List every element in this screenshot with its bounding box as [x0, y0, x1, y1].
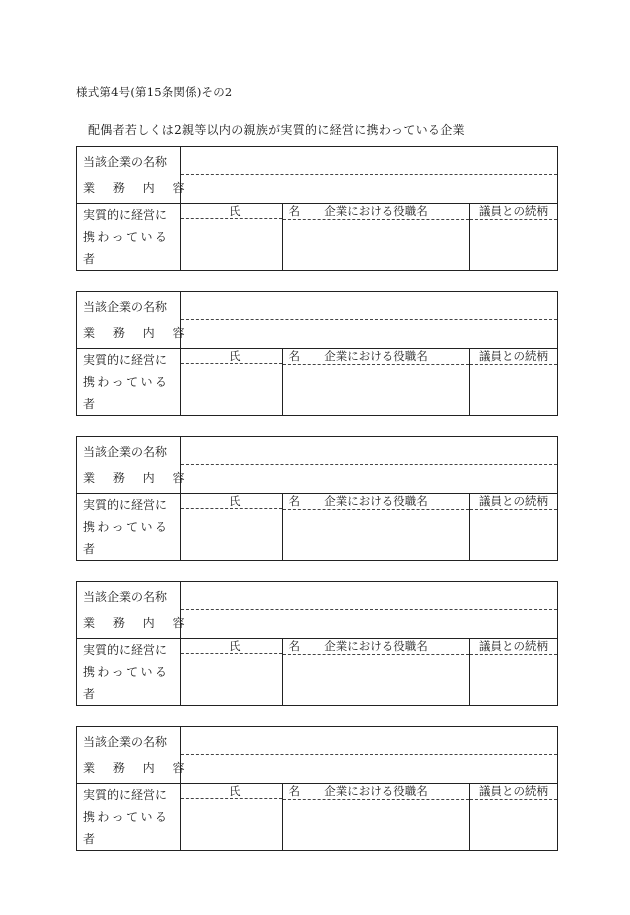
- company-name-label: 当該企業の名称: [83, 300, 168, 314]
- company-block: [76, 291, 558, 416]
- managing-persons-label: [77, 784, 181, 851]
- business-label: 業 務 内 容: [83, 181, 192, 195]
- position-cell[interactable]: [283, 494, 470, 561]
- managing-label-line2: 携わっている者: [83, 520, 170, 556]
- managing-persons-label: [77, 494, 181, 561]
- name-cell[interactable]: [181, 639, 348, 706]
- relation-column-header: 議員との続柄: [470, 784, 557, 800]
- business-label: 業 務 内 容: [83, 616, 192, 630]
- managing-persons-label: [77, 349, 181, 416]
- managing-label-line2: 携わっている者: [83, 230, 170, 266]
- managing-label-line2: 携わっている者: [83, 375, 170, 411]
- relation-column-header: 議員との続柄: [470, 349, 557, 365]
- relation-cell[interactable]: [470, 349, 558, 416]
- name-column-header: 氏名: [181, 494, 282, 509]
- company-name-label: 当該企業の名称: [83, 155, 168, 169]
- relation-cell[interactable]: [470, 784, 558, 851]
- name-column-header: 氏名: [181, 639, 282, 654]
- managing-label-line1: 実質的に経営に: [83, 498, 168, 512]
- company-labels: [77, 582, 192, 639]
- company-name-label: 当該企業の名称: [83, 590, 168, 604]
- position-column-header: 企業における役職名: [283, 639, 469, 655]
- managing-label-line1: 実質的に経営に: [83, 788, 168, 802]
- managing-persons-label: [77, 204, 181, 271]
- relation-column-header: 議員との続柄: [470, 494, 557, 510]
- business-label: 業 務 内 容: [83, 761, 192, 775]
- position-column-header: 企業における役職名: [283, 784, 469, 800]
- managing-label-line1: 実質的に経営に: [83, 643, 168, 657]
- relation-cell[interactable]: [470, 639, 558, 706]
- company-block: [76, 436, 558, 561]
- managing-label-line2: 携わっている者: [83, 665, 170, 701]
- company-labels: [77, 292, 192, 349]
- name-column-header: 氏名: [181, 349, 282, 364]
- position-cell[interactable]: [283, 784, 470, 851]
- relation-column-header: 議員との続柄: [470, 639, 557, 655]
- position-cell[interactable]: [283, 349, 470, 416]
- name-cell[interactable]: [181, 349, 348, 416]
- company-block: [76, 581, 558, 706]
- managing-label-line2: 携わっている者: [83, 810, 170, 846]
- company-labels: [77, 147, 192, 204]
- position-cell[interactable]: [283, 204, 470, 271]
- company-info-field[interactable]: [181, 582, 558, 639]
- position-column-header: 企業における役職名: [283, 494, 469, 510]
- business-label: 業 務 内 容: [83, 326, 192, 340]
- company-name-label: 当該企業の名称: [83, 445, 168, 459]
- relation-cell[interactable]: [470, 494, 558, 561]
- company-info-field[interactable]: [181, 727, 558, 784]
- company-blocks: [76, 146, 557, 871]
- form-subtitle: 配偶者若しくは2親等以内の親族が実質的に経営に携わっている企業: [88, 123, 465, 137]
- name-column-header: 氏名: [181, 784, 282, 799]
- managing-label-line1: 実質的に経営に: [83, 353, 168, 367]
- business-label: 業 務 内 容: [83, 471, 192, 485]
- company-block: [76, 726, 558, 851]
- managing-label-line1: 実質的に経営に: [83, 208, 168, 222]
- relation-column-header: 議員との続柄: [470, 204, 557, 220]
- name-column-header: 氏名: [181, 204, 282, 219]
- company-name-label: 当該企業の名称: [83, 735, 168, 749]
- company-info-field[interactable]: [181, 147, 558, 204]
- company-labels: [77, 437, 192, 494]
- name-cell[interactable]: [181, 784, 348, 851]
- company-info-field[interactable]: [181, 292, 558, 349]
- company-info-field[interactable]: [181, 437, 558, 494]
- name-cell[interactable]: [181, 204, 348, 271]
- form-number-title: 様式第4号(第15条関係)その2: [76, 85, 233, 99]
- position-cell[interactable]: [283, 639, 470, 706]
- relation-cell[interactable]: [470, 204, 558, 271]
- position-column-header: 企業における役職名: [283, 204, 469, 220]
- name-cell[interactable]: [181, 494, 348, 561]
- company-labels: [77, 727, 192, 784]
- company-block: [76, 146, 558, 271]
- position-column-header: 企業における役職名: [283, 349, 469, 365]
- managing-persons-label: [77, 639, 181, 706]
